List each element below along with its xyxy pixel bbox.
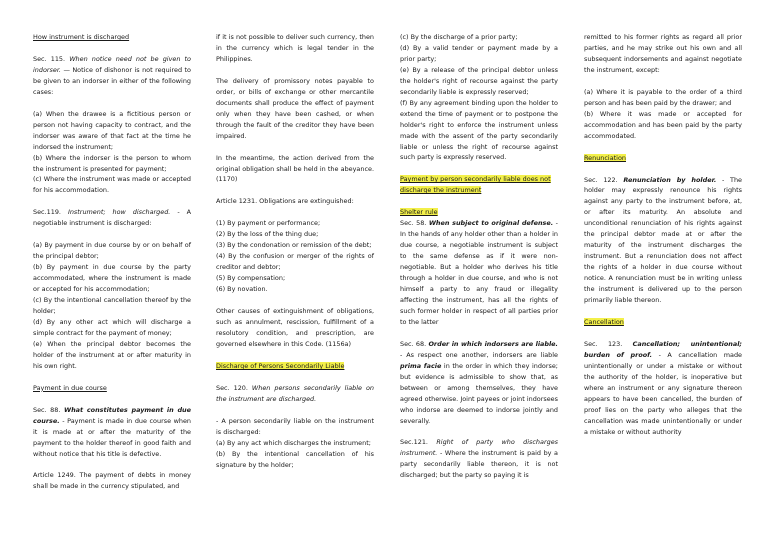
section-119-c: (c) By the intentional cancellation thereof by the holder;: [33, 296, 191, 316]
column-4: [584, 32, 742, 438]
section-121-b: (b) Where it was made or accepted for accommodation and has been paid by the party accommodated.: [584, 109, 742, 140]
heading-how-instrument-discharged: How instrument is discharged: [33, 33, 130, 41]
section-121-a: (a) Where it is payable to the order of a third person and has been paid by the drawer; and: [584, 87, 742, 107]
section-121-cont: remitted to his former rights as regard all prior parties, and he may strike out his own and all subsequent indorsements and against negotiate the instrument, except:: [584, 33, 742, 74]
section-120: Sec. 120. When persons secondarily liable on the instrument are discharged.: [216, 383, 374, 403]
section-122: Sec. 122. Renunciation by holder. - The holder may expressly renounce his rights against any party to the instrument before, at, or after its maturity. An absolute and unconditional renunciation of his rights against the principal debtor made at or after the maturity of the instrument discharges the instrument. But a renunciation does not affect the rights of a holder in due course without notice. A renunciation must be in writing unless the instrument is delivered up to the person primarily liable thereon.: [584, 175, 743, 305]
section-120-e: (e) By a release of the principal debtor unless the holder's right of recourse against the party secondarily liable is expressly reserved;: [400, 65, 558, 96]
section-121: Sec.121. Right of party who discharges instrument. - Where the instrument is paid by a party secondarily liable thereon, it is not discharged; but the party so paying it is: [400, 438, 559, 480]
extinguish-item-6: (6) By novation.: [216, 285, 268, 294]
section-119: Sec.119. Instrument; how discharged. - A negotiable instrument is discharged:: [33, 208, 192, 228]
article-1231: Article 1231. Obligations are extinguished:: [216, 197, 354, 206]
extinguish-item-2: (2) By the loss of the thing due;: [216, 230, 319, 239]
section-88: Sec. 88. What constitutes payment in due course. - Payment is made in due course when it is made at or after the maturity of the payment to the holder thereof in good faith and without notice that his title is defective.: [33, 405, 192, 458]
heading-cancellation: Cancellation: [584, 317, 624, 326]
section-123: Sec. 123. Cancellation; unintentional; burden of proof. - A cancellation made unintentionally or under a mistake or without the authority of the holder, is inoperative but where an instrument or any signature thereon appears to have been cancelled, the burden of proof lies on the party who alleges that the cancellation was made unintentionally or under a mistake or without authority: [584, 339, 743, 436]
section-120-f: (f) By any agreement binding upon the holder to extend the time of payment or to postpone the holder's right to enforce the instrument unless made with the assent of the party secondarily liable or unless the right of recourse against such party is expressly reserved.: [400, 98, 558, 162]
section-68: Sec. 68. Order in which indorsers are liable. - As respect one another, indorsers are liable prima facie in the order in which they indorse; but evidence is admissible to show that, as between or among themselves, they have agreed otherwise. Joint payees or joint indorsees who indorse are deemed to indorse jointly and severally.: [400, 339, 558, 425]
column-3: [400, 32, 558, 481]
promissory-notes-paragraph: The delivery of promissory notes payable to order, or bills of exchange or other mercantile documents shall produce the effect of payment only when they have been cashed, or when through the fault of the creditor they have been impaired.: [216, 76, 374, 140]
article-1249: Article 1249. The payment of debts in money shall be made in the currency stipulated, and: [33, 471, 191, 491]
heading-payment-secondarily-liable: Payment by person secondarily liable does not discharge the instrument: [400, 175, 551, 195]
extinguish-item-1: (1) By payment or performance;: [216, 219, 321, 228]
section-115-c: (c) Where the instrument was made or accepted for his accommodation.: [33, 175, 191, 195]
section-120-a: (a) By any act which discharges the instrument;: [216, 438, 371, 447]
column-2: [216, 32, 374, 471]
section-120-c: (c) By the discharge of a prior party;: [400, 33, 518, 41]
heading-renunciation: Renunciation: [584, 153, 626, 162]
heading-payment-in-due-course: Payment in due course: [33, 383, 107, 392]
section-115-a: (a) When the drawee is a fictitious person or person not having capacity to contract, and the indorser was aware of that fact at the time he indorsed the instrument;: [33, 109, 191, 151]
section-115: Sec. 115. When notice need not be given to indorser. — Notice of dishonor is not required to be given to an indorser in either of the following cases:: [33, 54, 191, 96]
section-119-a: (a) By payment in due course by or on behalf of the principal debtor;: [33, 241, 191, 261]
extinguish-item-5: (5) By compensation;: [216, 274, 286, 283]
section-120-d: (d) By a valid tender or payment made by a prior party;: [400, 43, 558, 63]
section-120-b: (b) By the intentional cancellation of his signature by the holder;: [216, 449, 374, 469]
heading-shelter-rule: Shelter rule: [400, 208, 438, 217]
extinguish-item-4: (4) By the confusion or merger of the rights of creditor and debtor;: [216, 252, 374, 272]
section-119-d: (d) By any other act which will discharge a simple contract for the payment of money;: [33, 317, 191, 337]
column-1: [33, 32, 191, 492]
heading-discharge-secondarily-liable: Discharge of Persons Secondarily Liable: [216, 361, 345, 370]
section-119-b: (b) By payment in due course by the party accommodated, where the instrument is made or accepted for his accommodation;: [33, 263, 191, 294]
abeyance-paragraph: In the meantime, the action derived from the original obligation shall be held in the abeyance. (1170): [216, 153, 374, 184]
extinguish-item-3: (3) By the condonation or remission of the debt;: [216, 241, 372, 250]
other-causes-paragraph: Other causes of extinguishment of obligations, such as annulment, rescission, fulfillment of a resolutory condition, and prescription, are governed elsewhere in this Code. (1156a): [216, 307, 374, 348]
section-58: Sec. 58. When subject to original defense. - In the hands of any holder other than a holder in due course, a negotiable instrument is subject to the same defense as if it were non-negotiable. But a holder who derives his title through a holder in due course, and who is not himself a party to any fraud or illegality affecting the instrument, has all the rights of such former holder in respect of all parties prior to the latter: [400, 219, 558, 326]
section-120-intro: - A person secondarily liable on the instrument is discharged:: [216, 416, 374, 436]
section-115-b: (b) Where the indorser is the person to whom the instrument is presented for payment;: [33, 153, 191, 173]
section-119-e: (e) When the principal debtor becomes the holder of the instrument at or after maturity in his own right.: [33, 339, 191, 370]
currency-paragraph: if it is not possible to deliver such currency, then in the currency which is legal tender in the Philippines.: [216, 33, 374, 63]
